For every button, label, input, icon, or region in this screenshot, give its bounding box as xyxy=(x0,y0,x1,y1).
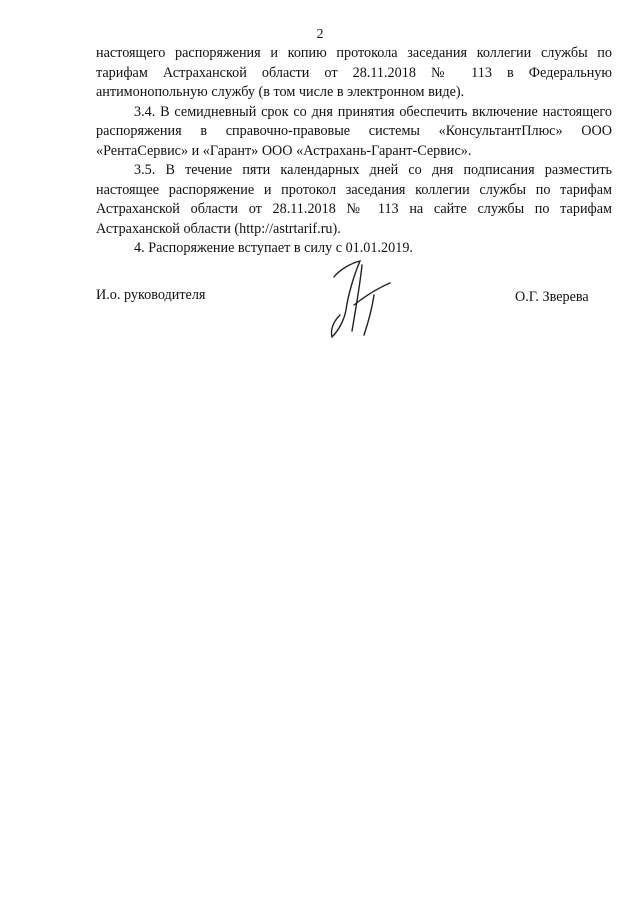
paragraph-3-4: 3.4. В семидневный срок со дня принятия обеспечить включение настоящего распоряжения в справочно-правовые системы «КонсультантПлюс» ООО «РентаСервис» и «Гарант» ООО «Астрахань-Гарант-Сервис». xyxy=(96,103,612,159)
document-body xyxy=(96,44,612,259)
paragraph-4: 4. Распоряжение вступает в силу с 01.01.2019. xyxy=(134,240,413,256)
handwritten-signature xyxy=(318,255,398,345)
signatory-name: О.Г. Зверева xyxy=(515,289,589,305)
paragraph-continuation: настоящего распоряжения и копию протокола заседания коллегии службы по тарифам Астраханской области от 28.11.2018 № 113 в Федеральную антимонопольную службу (в том числе в электронном виде). xyxy=(96,45,612,100)
signatory-position: И.о. руководителя xyxy=(96,287,206,303)
paragraph-3-5: 3.5. В течение пяти календарных дней со дня подписания разместить настоящее распоряжение и протокол заседания коллегии службы по тарифам Астраханской области от 28.11.2018 № 113 на сайте службы по тарифам Астраханской области (http://astrtarif.ru). xyxy=(96,162,612,237)
page-number: 2 xyxy=(316,27,324,42)
